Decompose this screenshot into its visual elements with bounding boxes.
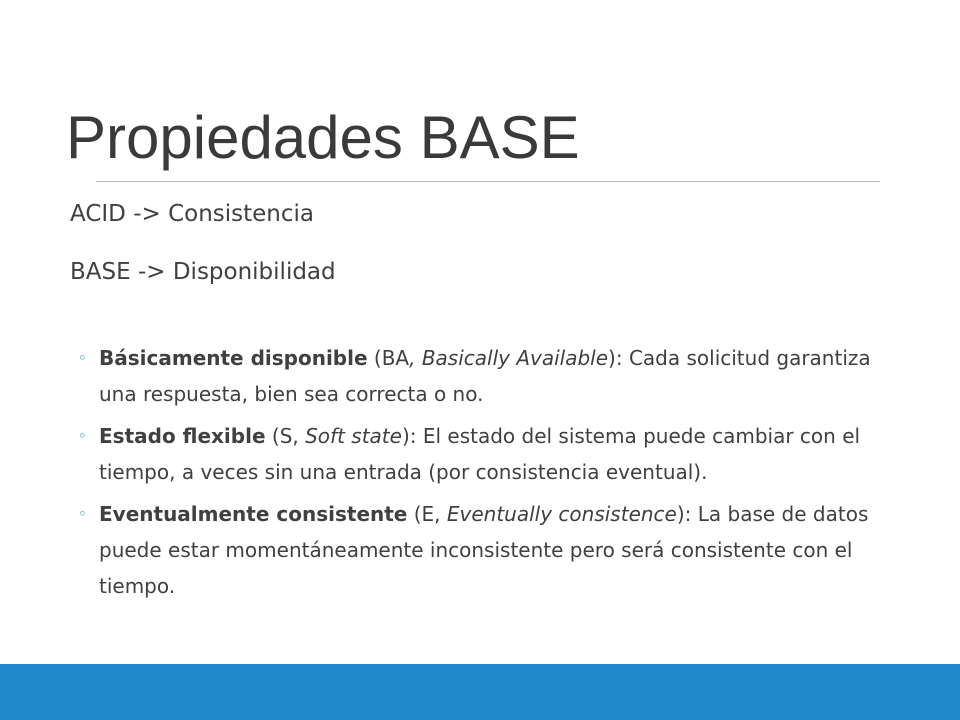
bullet-text: El estado del sistema puede cambiar con el tiempo, a veces sin una entrada (por consistencia eventual). — [99, 424, 861, 484]
bullet-english-term: , Basically Available — [409, 346, 609, 370]
bullet-text: La base de datos puede estar momentáneamente inconsistente pero será consistente con el tiempo. — [99, 502, 869, 598]
bullet-item-eventually-consistent — [78, 496, 898, 604]
acid-line: ACID -> Consistencia — [70, 201, 315, 227]
bullet-term: Eventualmente consistente — [99, 502, 408, 526]
bullet-list — [78, 340, 898, 610]
bullet-english-term: Soft state — [305, 424, 402, 448]
title-divider — [96, 181, 880, 182]
bullet-term: Estado flexible — [99, 424, 266, 448]
base-line: BASE -> Disponibilidad — [70, 259, 336, 285]
bullet-text: Cada solicitud garantiza una respuesta, bien sea correcta o no. — [99, 346, 871, 406]
bullet-paren-close: ): — [401, 424, 423, 448]
bullet-circle-icon: ◦ — [78, 505, 87, 523]
bullet-paren-open: (BA — [367, 346, 410, 370]
bullet-paren-open: (S, — [265, 424, 306, 448]
footer-accent-bar — [0, 664, 960, 720]
bullet-item-basically-available — [78, 340, 898, 412]
bullet-paren-open: (E, — [407, 502, 447, 526]
bullet-english-term: Eventually consistence — [446, 502, 677, 526]
bullet-circle-icon: ◦ — [78, 427, 87, 445]
bullet-paren-close: ): — [676, 502, 698, 526]
bullet-circle-icon: ◦ — [78, 349, 87, 367]
bullet-paren-close: ): — [608, 346, 629, 370]
bullet-item-soft-state — [78, 418, 898, 490]
slide-title: Propiedades BASE — [66, 104, 580, 171]
bullet-term: Básicamente disponible — [99, 346, 368, 370]
